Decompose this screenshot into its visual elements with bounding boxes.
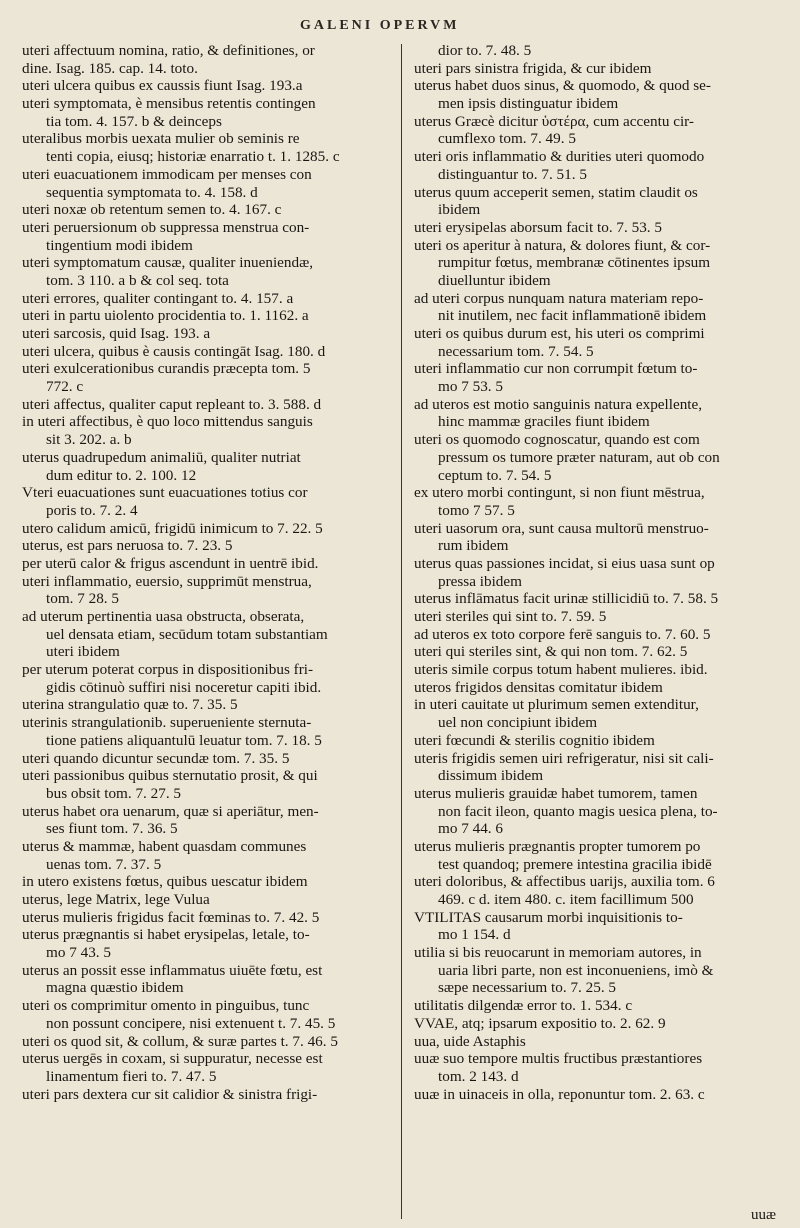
index-line: utilitatis dilgendæ error to. 1. 534. c xyxy=(414,997,633,1015)
index-line: mo 7 44. 6 xyxy=(438,820,503,838)
right-column xyxy=(414,42,784,1103)
index-line: bus obsit tom. 7. 27. 5 xyxy=(46,784,182,802)
index-line: diuelluntur ibidem xyxy=(438,271,551,289)
index-line: ex utero morbi contingunt, si non fiunt mēstrua, xyxy=(414,484,705,502)
index-line: uterus an possit esse inflammatus uiuēte fœtu, est xyxy=(22,961,323,979)
index-line: uenas tom. 7. 37. 5 xyxy=(46,855,162,873)
catchword: uuæ xyxy=(750,1207,776,1223)
index-line: magna quæstio ibidem xyxy=(46,979,184,997)
index-line: nit inutilem, nec facit inflammationē ibidem xyxy=(438,307,707,325)
index-line: uteri passionibus quibus sternutatio prosit, & qui xyxy=(22,767,318,785)
index-line: uteri symptomatum causæ, qualiter inueniendæ, xyxy=(22,254,314,272)
index-line: uteri euacuationem immodicam per menses con xyxy=(22,165,312,183)
index-line: uteri fœcundi & sterilis cognitio ibidem xyxy=(414,731,655,749)
index-line: uuæ suo tempore multis fructibus præstantiores xyxy=(414,1050,703,1068)
index-line: uterus inflāmatus facit urinæ stillicidiū to. 7. 58. 5 xyxy=(414,590,719,608)
index-line: dine. Isag. 185. cap. 14. toto. xyxy=(22,59,198,77)
index-line: uteri uasorum ora, sunt causa multorū menstruo- xyxy=(414,519,709,537)
index-line: utero calidum amicū, frigidū inimicum to 7. 22. 5 xyxy=(22,519,323,537)
index-line: tomo 7 57. 5 xyxy=(438,501,515,519)
index-line: uterus Græcè dicitur ὑστέρα, cum accentu cir- xyxy=(414,112,694,130)
index-line: mo 7 43. 5 xyxy=(46,944,111,962)
index-line: sæpe necessarium to. 7. 25. 5 xyxy=(438,979,617,997)
index-line: uterus quas passiones incidat, si eius uasa sunt op xyxy=(414,554,715,572)
index-line: uteri errores, qualiter contingant to. 4. 157. a xyxy=(22,289,294,307)
index-line: tom. 3 110. a b & col seq. tota xyxy=(46,271,229,289)
index-line: uel densata etiam, secūdum totam substantiam xyxy=(46,625,328,643)
index-line: rum ibidem xyxy=(438,537,509,555)
index-line: uteros frigidos densitas comitatur ibidem xyxy=(414,678,663,696)
index-line: dum editur to. 2. 100. 12 xyxy=(46,466,197,484)
index-line: gidis cōtinuò suffiri nisi noceretur capiti ibid. xyxy=(46,678,322,696)
index-line: uterus habet ora uenarum, quæ si aperiātur, men- xyxy=(22,802,319,820)
index-line: uteri os aperitur à natura, & dolores fiunt, & cor- xyxy=(414,236,711,254)
running-title: GALENI OPERVM xyxy=(300,18,460,33)
index-line: 469. c d. item 480. c. item facillimum 500 xyxy=(438,891,694,908)
index-line: ses fiunt tom. 7. 36. 5 xyxy=(46,820,178,838)
index-line: tione patiens aliquantulū leuatur tom. 7. 18. 5 xyxy=(46,731,322,749)
index-line: uterus mulieris frigidus facit fœminas to. 7. 42. 5 xyxy=(22,908,320,926)
index-line: non facit ileon, quanto magis uesica plena, to- xyxy=(438,802,718,820)
index-line: rumpitur fœtus, membranæ cōtinentes ipsum xyxy=(438,254,711,272)
index-line: in uteri cauitate ut plurimum semen extenditur, xyxy=(414,696,699,714)
index-line: utilia si bis reuocarunt in memoriam autores, in xyxy=(414,944,702,962)
index-line: uaria libri parte, non est inconueniens, imò & xyxy=(438,961,714,979)
index-line: uteri symptomata, è mensibus retentis contingen xyxy=(22,95,316,113)
index-line: uteris frigidis semen uiri refrigeratur, nisi sit cali- xyxy=(414,749,714,767)
index-line: uteri noxæ ob retentum semen to. 4. 167. c xyxy=(22,201,282,219)
index-line: mo 1 154. d xyxy=(438,926,511,944)
index-line: dior to. 7. 48. 5 xyxy=(438,42,532,59)
index-line: uterus prægnantis si habet erysipelas, letale, to- xyxy=(22,926,310,944)
index-line: uel non concipiunt ibidem xyxy=(438,714,598,732)
left-column xyxy=(22,42,394,1103)
index-line: uteri exulcerationibus curandis præcepta tom. 5 xyxy=(22,360,311,378)
index-line: necessarium tom. 7. 54. 5 xyxy=(438,342,594,360)
index-line: uteri ulcera quibus ex caussis fiunt Isag. 193.a xyxy=(22,77,303,95)
index-line: tom. 2 143. d xyxy=(438,1067,519,1085)
index-line: sequentia symptomata to. 4. 158. d xyxy=(46,183,258,201)
index-line: tom. 7 28. 5 xyxy=(46,590,119,608)
index-line: uteris simile corpus totum habent mulieres. ibid. xyxy=(414,661,708,679)
index-line: uteri steriles qui sint to. 7. 59. 5 xyxy=(414,608,607,625)
index-line: Vteri euacuationes sunt euacuationes totius cor xyxy=(22,484,308,502)
index-line: per uterū calor & frigus ascendunt in uentrē ibid. xyxy=(22,554,319,572)
index-line: tia tom. 4. 157. b & deinceps xyxy=(46,112,222,130)
index-line: uteri peruersionum ob suppressa menstrua con- xyxy=(22,218,310,236)
index-line: linamentum fieri to. 7. 47. 5 xyxy=(46,1067,217,1085)
index-line: uterus mulieris grauidæ habet tumorem, tamen xyxy=(414,784,698,802)
index-line: uua, uide Astaphis xyxy=(414,1032,526,1050)
index-line: ad uterum pertinentia uasa obstructa, obserata, xyxy=(22,608,305,625)
index-line: uuæ in uinaceis in olla, reponuntur tom. 2. 63. c xyxy=(414,1085,705,1103)
index-line: uteri sarcosis, quid Isag. 193. a xyxy=(22,325,211,342)
index-line: uteri in partu uiolento procidentia to. 1. 1162. a xyxy=(22,307,309,325)
index-line: non possunt concipere, nisi extenuent t. 7. 45. 5 xyxy=(46,1014,336,1032)
index-line: uterus, est pars neruosa to. 7. 23. 5 xyxy=(22,537,233,555)
index-line: sit 3. 202. a. b xyxy=(46,431,132,449)
index-line: uteri ulcera, quibus è causis contingāt Isag. 180. d xyxy=(22,342,326,360)
index-line: poris to. 7. 2. 4 xyxy=(46,501,138,519)
index-line: tenti copia, eiusq; historiæ enarratio t. 1. 1285. c xyxy=(46,148,340,166)
index-line: test quandoq; premere intestina gracilia ibidē xyxy=(438,855,712,873)
index-line: uteri os quibus durum est, his uteri os comprimi xyxy=(414,325,705,342)
column-divider xyxy=(401,44,402,1219)
page-header xyxy=(0,0,800,40)
index-line: uteri doloribus, & affectibus uarijs, auxilia tom. 6 xyxy=(414,873,715,891)
index-line: mo 7 53. 5 xyxy=(438,378,503,396)
index-line: uteri os quod sit, & collum, & suræ partes t. 7. 46. 5 xyxy=(22,1032,338,1050)
index-line: ibidem xyxy=(438,201,481,219)
index-line: uteri affectus, qualiter caput repleant to. 3. 588. d xyxy=(22,395,322,413)
index-line: distinguantur to. 7. 51. 5 xyxy=(438,165,587,183)
index-line: uterus uergēs in coxam, si suppuratur, necesse est xyxy=(22,1050,323,1068)
index-line: uteri oris inflammatio & durities uteri quomodo xyxy=(414,148,705,166)
index-line: uterus quadrupedum animaliū, qualiter nutriat xyxy=(22,448,301,466)
index-line: uteralibus morbis uexata mulier ob seminis re xyxy=(22,130,300,148)
index-line: uteri pars sinistra frigida, & cur ibidem xyxy=(414,59,652,77)
index-line: uteri os comprimitur omento in pinguibus, tunc xyxy=(22,997,310,1015)
index-line: uterus, lege Matrix, lege Vulua xyxy=(22,891,210,908)
index-line: uterina strangulatio quæ to. 7. 35. 5 xyxy=(22,696,238,714)
index-line: uteri qui steriles sint, & qui non tom. 7. 62. 5 xyxy=(414,643,688,661)
index-line: in uteri affectibus, è quo loco mittendus sanguis xyxy=(22,413,313,431)
index-line: uterus mulieris prægnantis propter tumorem po xyxy=(414,837,701,855)
index-line: uteri ibidem xyxy=(46,643,120,661)
index-line: uterus habet duos sinus, & quomodo, & quod se- xyxy=(414,77,711,95)
index-line: per uterum poterat corpus in dispositionibus fri- xyxy=(22,661,314,679)
index-line: ad uteros ex toto corpore ferē sanguis to. 7. 60. 5 xyxy=(414,625,711,643)
index-line: hinc mammæ graciles fiunt ibidem xyxy=(438,413,650,431)
index-line: uteri os quomodo cognoscatur, quando est com xyxy=(414,431,700,449)
index-line: cumflexo tom. 7. 49. 5 xyxy=(438,130,576,148)
index-line: uteri pars dextera cur sit calidior & sinistra frigi- xyxy=(22,1085,318,1103)
index-line: ad uteros est motio sanguinis natura expellente, xyxy=(414,395,703,413)
index-line: uterinis strangulationib. superueniente sternuta- xyxy=(22,714,312,732)
index-line: uterus quum acceperit semen, statim claudit os xyxy=(414,183,698,201)
index-line: tingentium modi ibidem xyxy=(46,236,193,254)
index-line: uterus & mammæ, habent quasdam communes xyxy=(22,837,307,855)
index-line: uteri erysipelas aborsum facit to. 7. 53. 5 xyxy=(414,218,662,236)
index-line: dissimum ibidem xyxy=(438,767,544,785)
index-line: uteri inflammatio, euersio, supprimūt menstrua, xyxy=(22,572,312,590)
index-line: VTILITAS causarum morbi inquisitionis to- xyxy=(414,908,683,926)
index-line: pressa ibidem xyxy=(438,572,522,590)
index-line: in utero existens fœtus, quibus uescatur ibidem xyxy=(22,873,308,891)
index-line: men ipsis distinguatur ibidem xyxy=(438,95,619,113)
index-line: VVAE, atq; ipsarum expositio to. 2. 62. 9 xyxy=(414,1014,666,1032)
index-line: ceptum to. 7. 54. 5 xyxy=(438,466,552,484)
index-line: uteri quando dicuntur secundæ tom. 7. 35. 5 xyxy=(22,749,290,767)
index-line: 772. c xyxy=(46,378,84,396)
index-line: uteri affectuum nomina, ratio, & definitiones, or xyxy=(22,42,315,59)
index-line: uteri inflammatio cur non corrumpit fœtum to- xyxy=(414,360,698,378)
index-line: pressum os tumore præter naturam, aut ob con xyxy=(438,448,720,466)
index-line: ad uteri corpus nunquam natura materiam repo- xyxy=(414,289,704,307)
